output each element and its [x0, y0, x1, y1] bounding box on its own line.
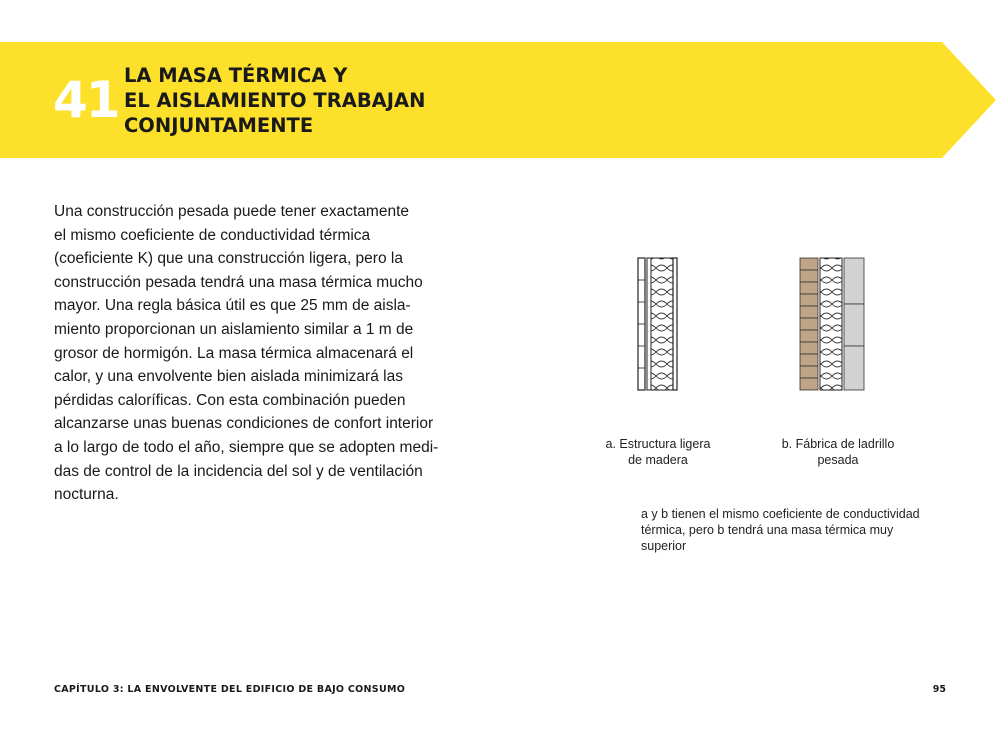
brick: [800, 294, 818, 306]
caption-line: de madera: [628, 453, 688, 467]
note-line: a y b tienen el mismo coeficiente de conductividad: [641, 507, 920, 521]
body-line: nocturna.: [54, 486, 119, 504]
note-line: superior: [641, 539, 687, 553]
concrete-block: [844, 258, 864, 304]
brick: [800, 270, 818, 282]
body-line: (coeficiente K) que una construcción ligera, pero la: [54, 250, 403, 268]
caption-a: [596, 436, 720, 468]
section-title: [124, 63, 425, 138]
caption-line: pesada: [817, 453, 859, 467]
brick: [800, 342, 818, 354]
body-line: miento proporcionan un aislamiento similar a 1 m de: [54, 320, 414, 338]
title-line: CONJUNTAMENTE: [124, 114, 314, 137]
brick: [800, 306, 818, 318]
page-number: 95: [932, 684, 946, 695]
body-paragraph: [54, 200, 454, 507]
body-line: mayor. Una regla básica útil es que 25 mm de aisla-: [54, 297, 411, 315]
footer-chapter-title: CAPÍTULO 3: LA ENVOLVENTE DEL EDIFICIO DE BAJO CONSUMO: [54, 684, 406, 695]
wall-sections-illustration: [590, 250, 910, 410]
timber-frame-wall: [638, 258, 677, 390]
note-line: térmica, pero b tendrá una masa térmica muy: [641, 523, 894, 537]
caption-line: a. Estructura ligera: [605, 437, 711, 451]
caption-line: b. Fábrica de ladrillo: [781, 437, 895, 451]
body-line: construcción pesada tendrá una masa térmica mucho: [54, 273, 423, 291]
brick: [800, 330, 818, 342]
body-line: Una construcción pesada puede tener exactamente: [54, 203, 410, 220]
body-line: das de control de la incidencia del sol y de ventilación: [54, 462, 423, 480]
body-line: alcanzarse unas buenas condiciones de confort interior: [54, 415, 434, 433]
body-line: pérdidas caloríficas. Con esta combinación pueden: [54, 391, 406, 409]
concrete-block: [844, 304, 864, 346]
brick: [800, 318, 818, 330]
brick: [800, 282, 818, 294]
title-line: LA MASA TÉRMICA Y: [124, 64, 348, 87]
brick: [800, 258, 818, 270]
figure-note: [641, 506, 941, 554]
body-line: a lo largo de todo el año, siempre que se adopten medi-: [54, 438, 439, 456]
brick: [800, 354, 818, 366]
body-line: calor, y una envolvente bien aislada minimizará las: [54, 368, 403, 386]
body-line: el mismo coeficiente de conductividad térmica: [54, 226, 371, 244]
body-line: grosor de hormigón. La masa térmica almacenará el: [54, 344, 414, 362]
brick: [800, 378, 818, 390]
brick-masonry-wall: [800, 258, 864, 390]
brick: [800, 366, 818, 378]
section-number: 41: [53, 71, 119, 129]
concrete-block: [844, 346, 864, 390]
caption-b: [772, 436, 904, 468]
title-line: EL AISLAMIENTO TRABAJAN: [124, 89, 426, 112]
